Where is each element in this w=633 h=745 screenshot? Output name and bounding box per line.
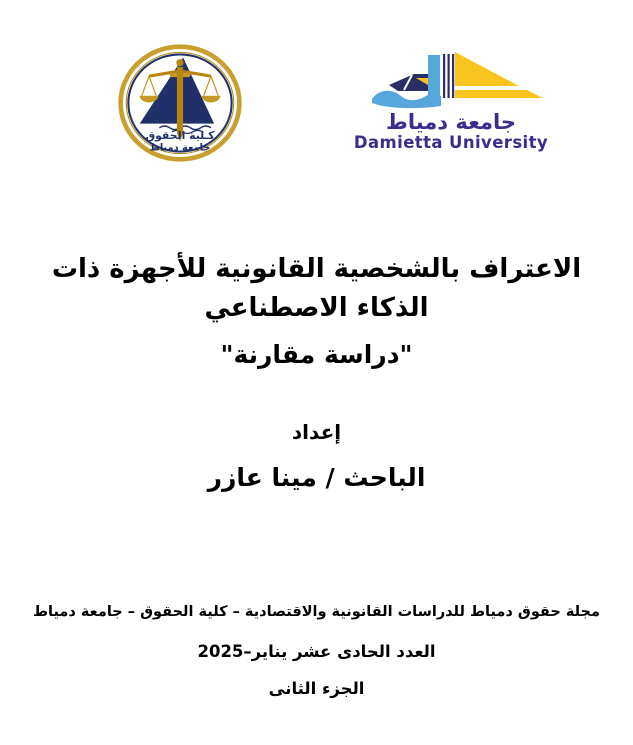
part-number-line: الجزء الثانى: [268, 679, 365, 698]
researcher-name: الباحث / مينا عازر: [207, 463, 426, 492]
university-arabic-name: جامعة دمياط: [386, 110, 516, 134]
sailboat-icon: [356, 48, 546, 110]
faculty-name-text: كـلية الحقوق: [145, 129, 215, 143]
page-subtitle: "دراسة مقارنة": [220, 340, 413, 369]
faculty-university-text: جامعة دمياط: [149, 142, 211, 154]
page-title-line-2: الذكاء الاصطناعي: [204, 293, 429, 323]
journal-name-line: مجلة حقوق دمياط للدراسات القانونية والاقتصادية – كلية الحقوق – جامعة دمياط: [33, 604, 600, 620]
page-title-line-1: الاعتراف بالشخصية القانونية للأجهزة ذات: [51, 254, 582, 284]
prepared-by-label: إعداد: [291, 420, 342, 444]
author-block: [0, 420, 633, 492]
issue-number-line: العدد الحادى عشر يناير–2025: [197, 642, 436, 661]
title-block: [0, 250, 633, 369]
university-english-name: Damietta University: [353, 133, 549, 153]
damietta-university-logo: [352, 48, 550, 152]
scales-of-justice-icon: [118, 44, 242, 162]
faculty-of-law-logo: [118, 44, 242, 162]
